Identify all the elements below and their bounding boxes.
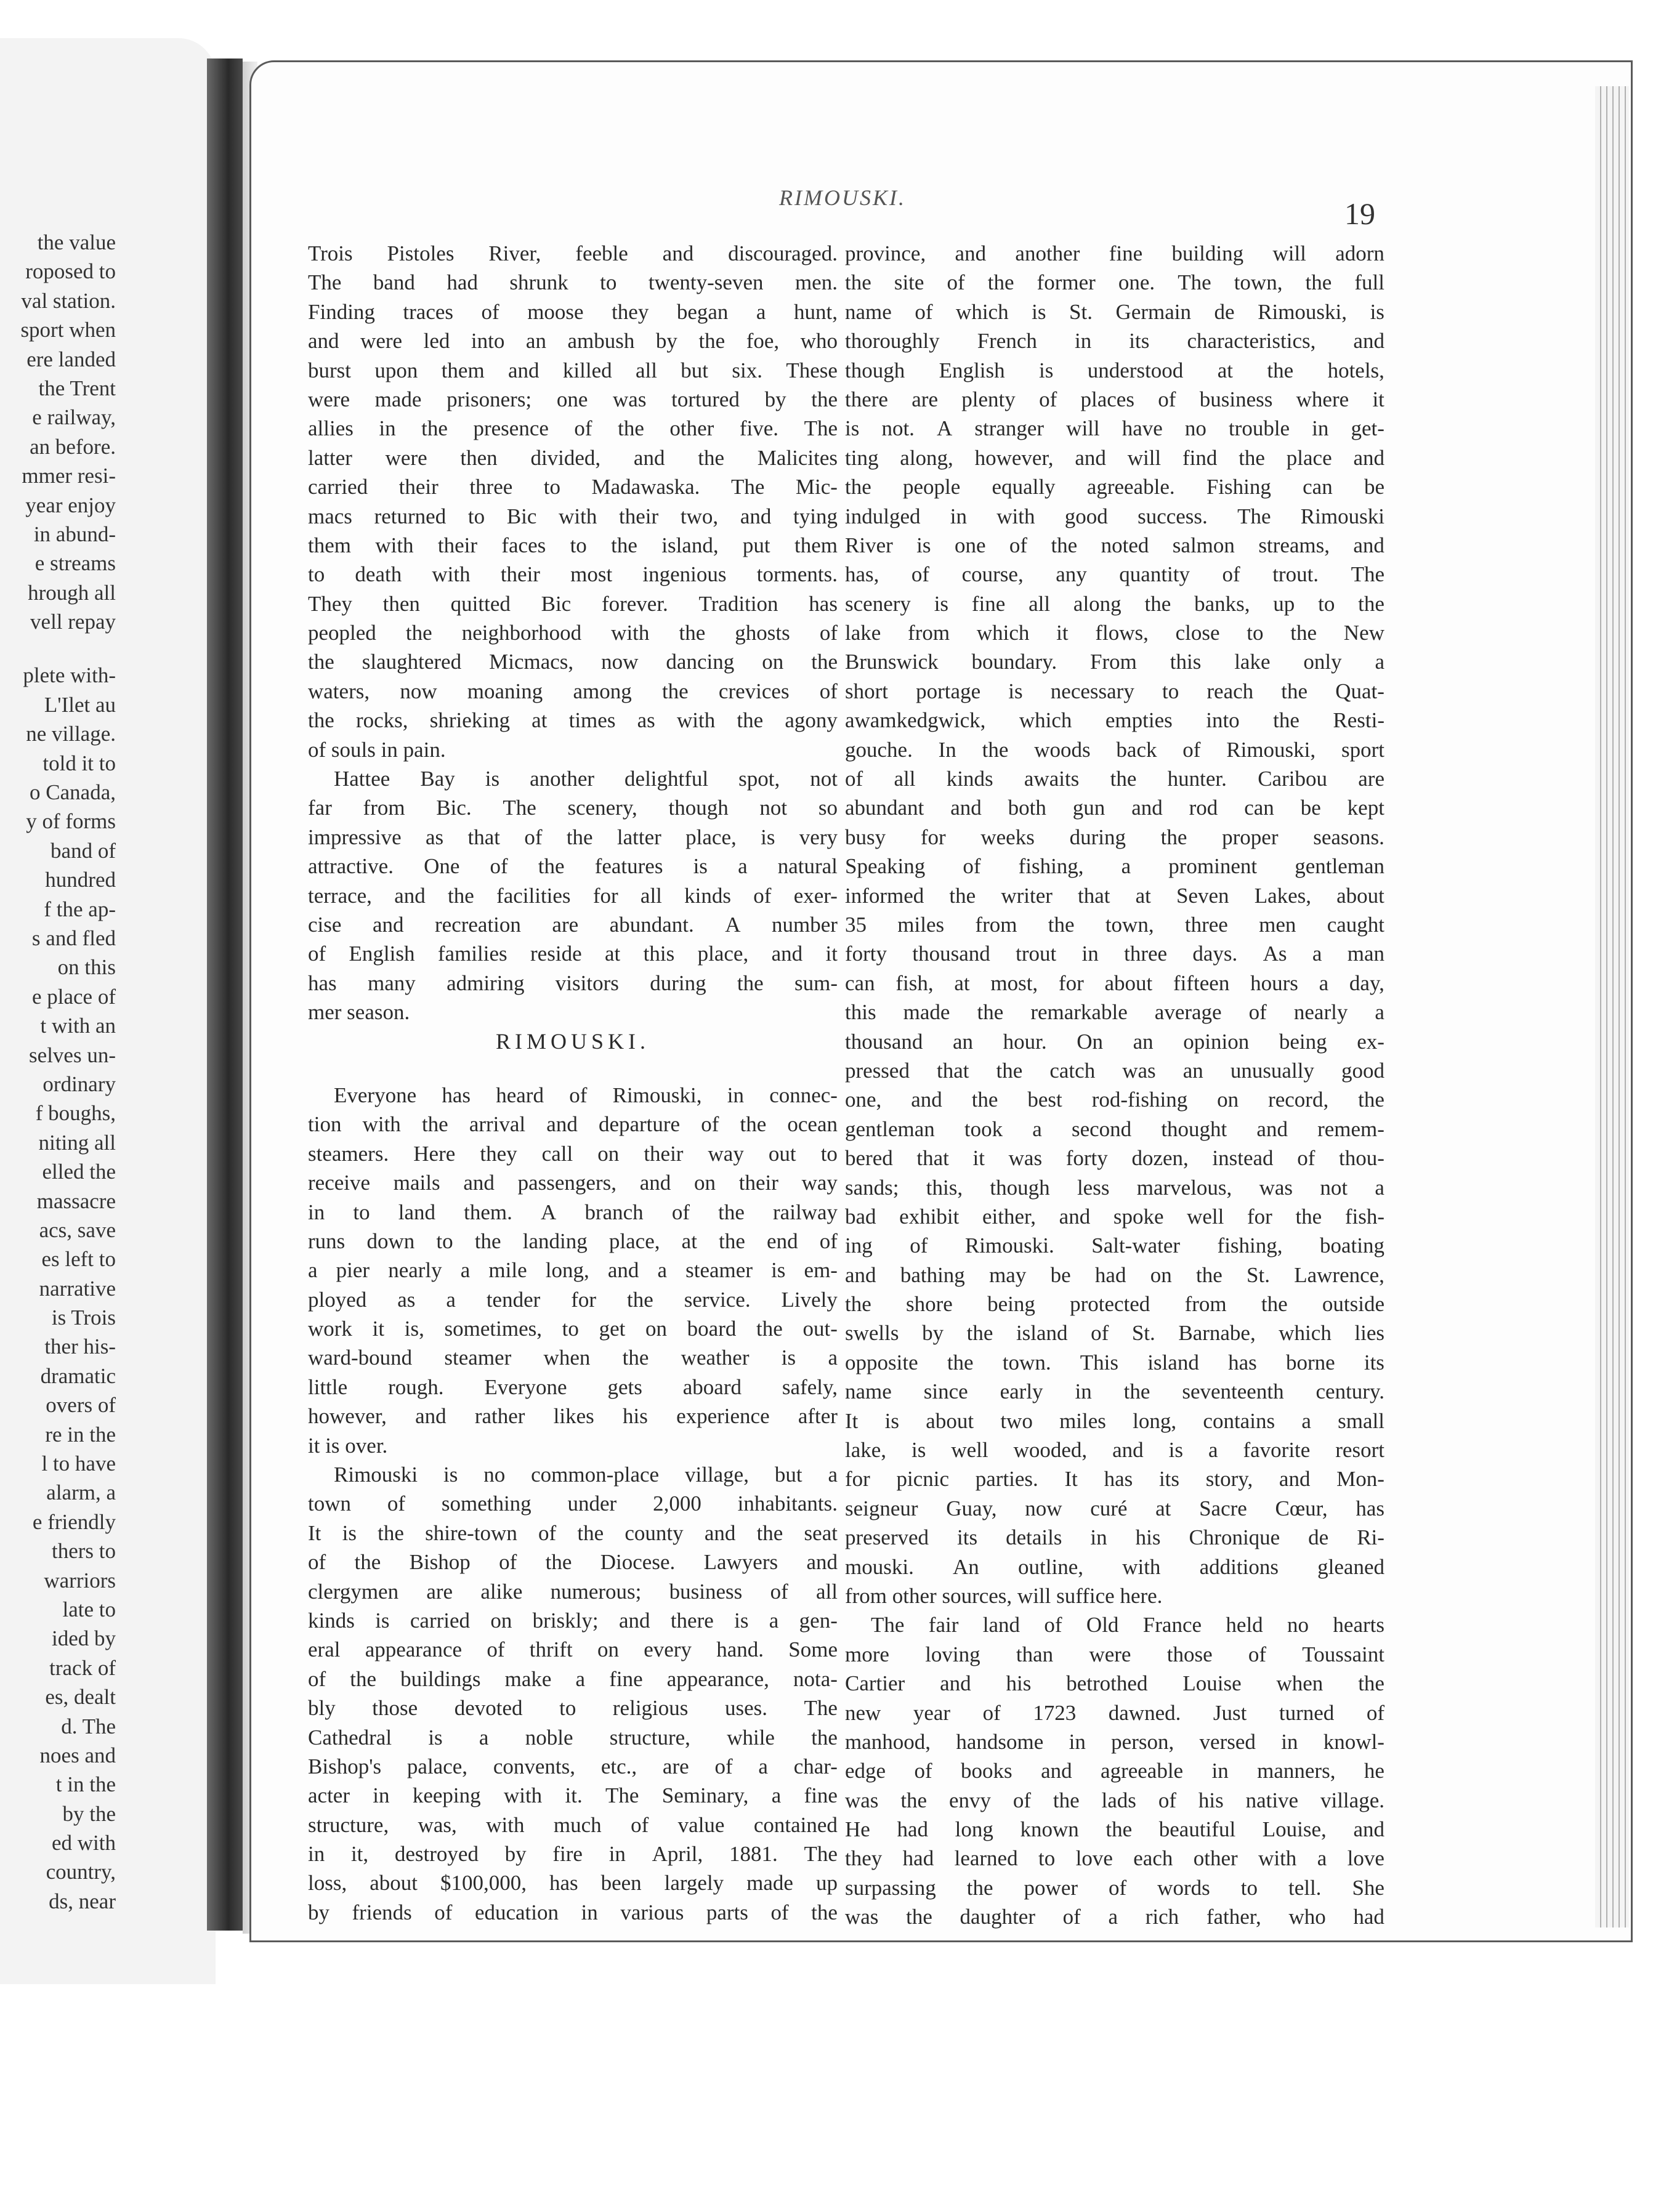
text-line: Everyone has heard of Rimouski, in connec- xyxy=(334,1083,838,1107)
text-line: the people equally agreeable. Fishing can be xyxy=(845,475,1384,499)
text-line: thoroughly French in its characteristics, and xyxy=(845,329,1384,353)
text-line: runs down to the landing place, at the end of xyxy=(308,1229,838,1253)
text-line: preserved its details in his Chronique de Ri- xyxy=(845,1525,1384,1550)
text-line: latter were then divided, and the Malicites xyxy=(308,445,838,470)
facing-page-line: e railway, xyxy=(32,405,116,430)
text-line: this made the remarkable average of nearly a xyxy=(845,1000,1384,1025)
text-line: busy for weeks during the proper seasons. xyxy=(845,825,1384,849)
text-line: bly those devoted to religious uses. The xyxy=(308,1696,838,1721)
facing-page-line: thers to xyxy=(51,1539,116,1564)
text-line: It is the shire-town of the county and the seat xyxy=(308,1520,838,1545)
facing-page-line xyxy=(0,636,116,661)
facing-page-line: overs of xyxy=(46,1393,116,1418)
facing-page-line: band of xyxy=(51,838,116,863)
text-line: waters, now moaning among the crevices of xyxy=(308,679,838,703)
text-line: lake from which it flows, close to the New xyxy=(845,621,1384,645)
section-heading: RIMOUSKI. xyxy=(495,1028,650,1054)
text-line: structure, was, with much of value contained xyxy=(308,1812,838,1837)
text-column-left xyxy=(308,239,838,1927)
facing-page-line: f boughs, xyxy=(35,1101,116,1126)
facing-page-line: mmer resi- xyxy=(22,464,116,488)
facing-page-line: selves un- xyxy=(29,1043,116,1067)
facing-page-line: alarm, a xyxy=(46,1480,116,1505)
facing-page-line: year enjoy xyxy=(25,493,116,517)
facing-page-line: ne village. xyxy=(26,722,116,746)
text-line: ting along, however, and will find the place and xyxy=(845,445,1384,470)
text-line: Hattee Bay is another delightful spot, not xyxy=(334,767,838,791)
text-line: Finding traces of moose they began a hunt, xyxy=(308,299,838,324)
text-line: scenery is fine all along the banks, up to the xyxy=(845,591,1384,616)
text-line: short portage is necessary to reach the Quat- xyxy=(845,679,1384,703)
text-line: ployed as a tender for the service. Lively xyxy=(308,1287,838,1312)
facing-page-line: o Canada, xyxy=(30,780,116,805)
text-line: sands; this, though less marvelous, was not a xyxy=(845,1175,1384,1200)
facing-page-line: vell repay xyxy=(30,610,116,634)
text-line: of all kinds awaits the hunter. Caribou are xyxy=(845,767,1384,791)
text-line: can fish, at most, for about fifteen hours a day, xyxy=(845,971,1384,995)
text-line: loss, about $100,000, has been largely made up xyxy=(308,1871,838,1895)
text-line: burst upon them and killed all but six. These xyxy=(308,358,838,382)
text-line: acter in keeping with it. The Seminary, a fine xyxy=(308,1783,838,1808)
facing-page-line: late to xyxy=(62,1597,116,1621)
text-line: to death with their most ingenious torments. xyxy=(308,562,838,587)
text-line: province, and another fine building will adorn xyxy=(845,241,1384,265)
facing-page-line: ed with xyxy=(51,1831,116,1855)
facing-page-line: warriors xyxy=(44,1568,116,1592)
facing-page-line: sport when xyxy=(20,318,116,342)
facing-page-line: l to have xyxy=(41,1451,116,1476)
facing-page-line: roposed to xyxy=(25,259,116,284)
facing-page-line: plete with- xyxy=(23,663,116,688)
text-line: peopled the neighborhood with the ghosts of xyxy=(308,621,838,645)
text-line: pressed that the catch was an unusually good xyxy=(845,1058,1384,1083)
facing-page-line: narrative xyxy=(39,1276,116,1301)
facing-page-text xyxy=(0,228,116,1916)
text-line: manhood, handsome in person, versed in knowl- xyxy=(845,1729,1384,1754)
facing-page-line: e streams xyxy=(34,551,116,576)
text-line: impressive as that of the latter place, is very xyxy=(308,825,838,849)
spacer xyxy=(308,1056,838,1081)
text-line: them with their faces to the island, put them xyxy=(308,533,838,557)
text-line: bered that it was forty dozen, instead of thou- xyxy=(845,1146,1384,1171)
page-number: 19 xyxy=(1344,196,1375,231)
facing-page-line: es left to xyxy=(41,1247,116,1272)
text-line: allies in the presence of the other five. The xyxy=(308,416,838,441)
text-line: mouski. An outline, with additions gleaned xyxy=(845,1554,1384,1579)
text-line: gentleman took a second thought and remem- xyxy=(845,1116,1384,1141)
text-line: by friends of education in various parts of the xyxy=(308,1900,838,1924)
facing-page-line: noes and xyxy=(39,1743,116,1767)
text-line: Bishop's palace, convents, etc., are of a char- xyxy=(308,1754,838,1778)
running-head: RIMOUSKI. xyxy=(779,185,906,210)
facing-page-line: on this xyxy=(57,955,116,980)
text-line: of souls in pain. xyxy=(308,737,446,762)
text-line: terrace, and the facilities for all kinds of exer- xyxy=(308,883,838,908)
facing-page-line: an before. xyxy=(30,434,116,459)
text-line: in it, destroyed by fire in April, 1881. The xyxy=(308,1842,838,1867)
text-line: for picnic parties. It has its story, and Mon- xyxy=(845,1467,1384,1491)
text-line: the slaughtered Micmacs, now dancing on the xyxy=(308,650,838,674)
text-line: thousand an hour. On an opinion being ex- xyxy=(845,1029,1384,1054)
facing-page-line: t in the xyxy=(55,1772,116,1797)
text-line: informed the writer that at Seven Lakes, about xyxy=(845,883,1384,908)
facing-page-line: hrough all xyxy=(28,580,116,605)
text-line: they had learned to love each other with a love xyxy=(845,1846,1384,1871)
text-line: more loving than were those of Toussaint xyxy=(845,1642,1384,1666)
text-line: macs returned to Bic with their two, and tying xyxy=(308,504,838,528)
text-line: They then quitted Bic forever. Tradition has xyxy=(308,591,838,616)
text-line: awamkedgwick, which empties into the Resti- xyxy=(845,708,1384,733)
facing-page-line: ther his- xyxy=(44,1334,116,1359)
binding-shadow xyxy=(207,59,243,1931)
facing-page-line: re in the xyxy=(45,1422,116,1447)
text-line: The band had shrunk to twenty-seven men. xyxy=(308,270,838,295)
text-line: little rough. Everyone gets aboard safely, xyxy=(308,1374,838,1399)
facing-page-line: ided by xyxy=(51,1626,116,1651)
facing-page-line: track of xyxy=(49,1655,116,1680)
text-line: forty thousand trout in three days. As a man xyxy=(845,942,1384,966)
text-line: work it is, sometimes, to get on board the out- xyxy=(308,1317,838,1341)
text-line: The fair land of Old France held no hearts xyxy=(871,1613,1384,1637)
text-line: It is about two miles long, contains a small xyxy=(845,1408,1384,1433)
text-line: the site of the former one. The town, the full xyxy=(845,270,1384,295)
facing-page-line: elled the xyxy=(42,1160,116,1184)
text-line: were made prisoners; one was tortured by the xyxy=(308,387,838,411)
text-line: receive mails and passengers, and on their way xyxy=(308,1171,838,1195)
facing-page-line: ordinary xyxy=(42,1072,116,1096)
facing-page-line: acs, save xyxy=(39,1217,116,1242)
text-line: 35 miles from the town, three men caught xyxy=(845,912,1384,937)
facing-page-line: t with an xyxy=(40,1014,116,1038)
facing-page-line: country, xyxy=(46,1860,116,1884)
text-line: lake, is well wooded, and is a favorite resort xyxy=(845,1438,1384,1463)
text-line: one, and the best rod-fishing on record, the xyxy=(845,1088,1384,1112)
text-line: was the daughter of a rich father, who had xyxy=(845,1905,1384,1929)
facing-page-line: f the ap- xyxy=(44,897,116,921)
text-line: has, of course, any quantity of trout. The xyxy=(845,562,1384,587)
facing-page-line: val station. xyxy=(21,288,116,313)
facing-page-line: d. The xyxy=(61,1714,116,1738)
facing-page-line: es, dealt xyxy=(45,1685,116,1709)
text-line: ward-bound steamer when the weather is a xyxy=(308,1346,838,1370)
text-line: gouche. In the woods back of Rimouski, sport xyxy=(845,737,1384,762)
text-line: however, and rather likes his experience after xyxy=(308,1404,838,1429)
facing-page-line: e friendly xyxy=(32,1509,116,1534)
text-line: was the envy of the lads of his native village. xyxy=(845,1788,1384,1812)
text-line: and were led into an ambush by the foe, who xyxy=(308,329,838,353)
text-line: name of which is St. Germain de Rimouski, is xyxy=(845,299,1384,324)
facing-page-line: the value xyxy=(37,230,116,254)
text-line: indulged in with good success. The Rimouski xyxy=(845,504,1384,528)
text-line: Speaking of fishing, a prominent gentleman xyxy=(845,854,1384,879)
text-line: surpassing the power of words to tell. She xyxy=(845,1875,1384,1900)
text-line: steamers. Here they call on their way out to xyxy=(308,1141,838,1166)
facing-page-line: s and fled xyxy=(31,926,116,950)
text-line: from other sources, will suffice here. xyxy=(845,1583,1163,1608)
text-line: though English is understood at the hotels, xyxy=(845,358,1384,382)
facing-page-line: e place of xyxy=(31,984,116,1009)
text-line: far from Bic. The scenery, though not so xyxy=(308,796,838,820)
facing-page-line: is Trois xyxy=(51,1306,116,1330)
text-line: is not. A stranger will have no trouble in get- xyxy=(845,416,1384,441)
text-line: Cathedral is a noble structure, while the xyxy=(308,1725,838,1750)
text-line: in to land them. A branch of the railway xyxy=(308,1200,838,1224)
text-line: abundant and both gun and rod can be kept xyxy=(845,796,1384,820)
text-line: clergymen are alike numerous; business of all xyxy=(308,1579,838,1604)
facing-page-line: hundred xyxy=(45,868,116,892)
text-line: a pier nearly a mile long, and a steamer is em- xyxy=(308,1258,838,1283)
text-line: eral appearance of thrift on every hand. Some xyxy=(308,1637,838,1662)
text-line: of English families reside at this place, and it xyxy=(308,942,838,966)
text-line: and bathing may be had on the St. Lawrence, xyxy=(845,1262,1384,1287)
text-line: swells by the island of St. Barnabe, which lies xyxy=(845,1321,1384,1346)
facing-page-line: by the xyxy=(62,1801,116,1826)
text-line: the shore being protected from the outside xyxy=(845,1292,1384,1317)
text-line: name since early in the seventeenth century. xyxy=(845,1379,1384,1404)
text-line: edge of books and agreeable in manners, he xyxy=(845,1759,1384,1783)
facing-page-line: ds, near xyxy=(49,1889,116,1913)
text-line: Trois Pistoles River, feeble and discouraged. xyxy=(308,241,838,265)
facing-page-line: in abund- xyxy=(33,522,116,546)
text-line: it is over. xyxy=(308,1433,388,1458)
text-line: tion with the arrival and departure of the ocean xyxy=(308,1112,838,1137)
facing-page-line: L'Ilet au xyxy=(44,692,116,717)
text-line: the rocks, shrieking at times as with the agony xyxy=(308,708,838,733)
text-line: new year of 1723 dawned. Just turned of xyxy=(845,1700,1384,1725)
facing-page-line: massacre xyxy=(36,1189,116,1213)
facing-page-line: dramatic xyxy=(40,1363,116,1388)
text-line: River is one of the noted salmon streams, and xyxy=(845,533,1384,557)
text-line: of the buildings make a fine appearance, nota- xyxy=(308,1666,838,1691)
text-line: attractive. One of the features is a natural xyxy=(308,854,838,879)
text-line: carried their three to Madawaska. The Mic- xyxy=(308,475,838,499)
text-column-right xyxy=(845,239,1384,1932)
text-line: Brunswick boundary. From this lake only a xyxy=(845,650,1384,674)
text-line: seigneur Guay, now curé at Sacre Cœur, has xyxy=(845,1496,1384,1520)
facing-page-line: told it to xyxy=(42,751,116,775)
text-line: kinds is carried on briskly; and there is a gen- xyxy=(308,1608,838,1633)
facing-page-line: y of forms xyxy=(26,809,116,834)
page-edges xyxy=(1595,86,1629,1927)
text-line: opposite the town. This island has borne its xyxy=(845,1350,1384,1374)
text-line: Cartier and his betrothed Louise when the xyxy=(845,1671,1384,1696)
text-line: bad exhibit either, and spoke well for the fish- xyxy=(845,1204,1384,1229)
facing-page-line: niting all xyxy=(38,1130,116,1155)
text-line: there are plenty of places of business where it xyxy=(845,387,1384,411)
facing-page-line: the Trent xyxy=(38,376,116,400)
text-line: town of something under 2,000 inhabitants. xyxy=(308,1491,838,1516)
text-line: mer season. xyxy=(308,1000,410,1025)
text-line: ing of Rimouski. Salt-water fishing, boating xyxy=(845,1233,1384,1258)
text-line: cise and recreation are abundant. A number xyxy=(308,912,838,937)
text-line: He had long known the beautiful Louise, and xyxy=(845,1817,1384,1842)
facing-page-line: ere landed xyxy=(26,347,116,371)
text-line: has many admiring visitors during the sum- xyxy=(308,971,838,995)
text-line: Rimouski is no common-place village, but a xyxy=(334,1463,838,1487)
text-line: of the Bishop of the Diocese. Lawyers and xyxy=(308,1550,838,1575)
